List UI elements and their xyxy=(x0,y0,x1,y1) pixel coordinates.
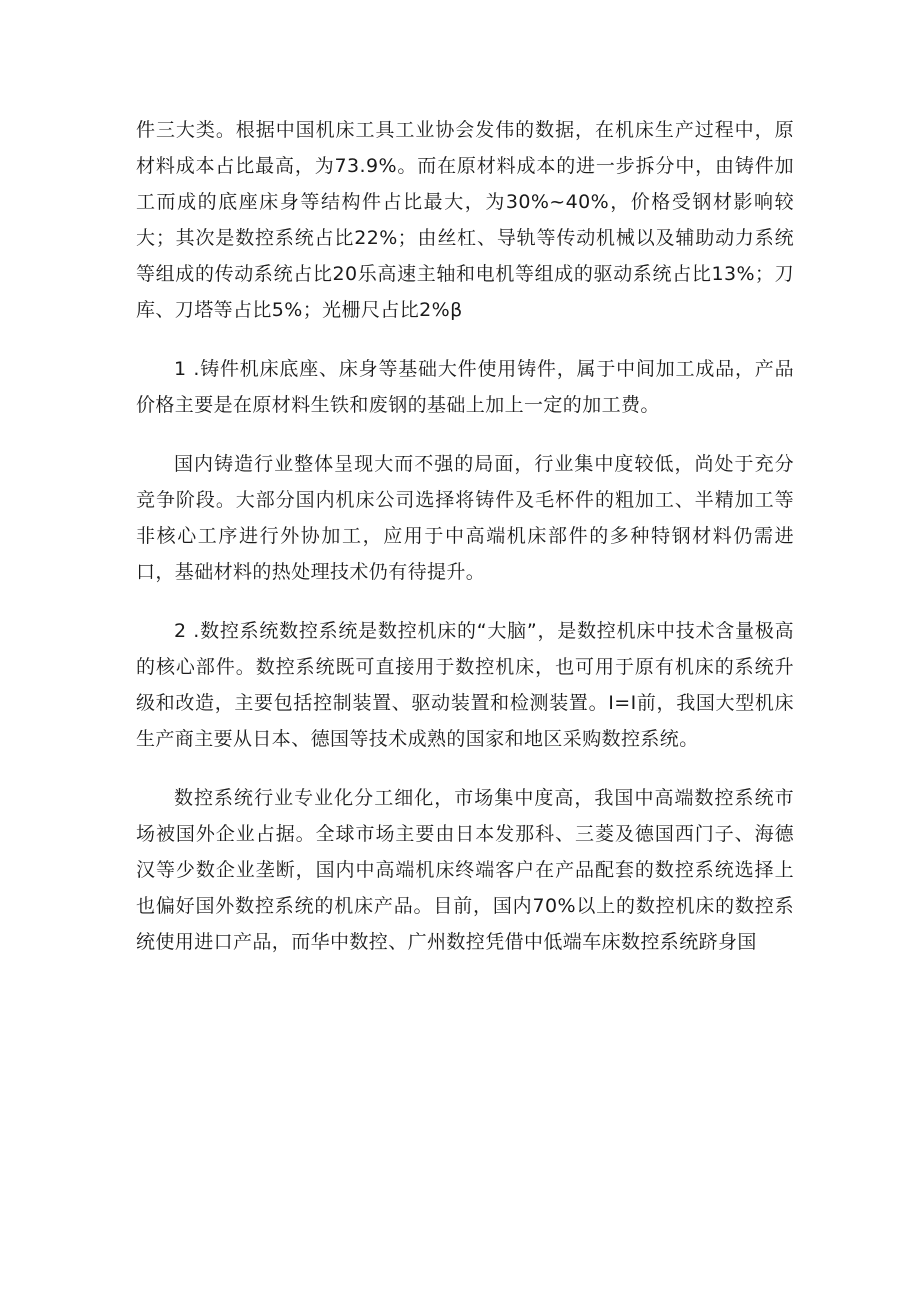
paragraph-cost-breakdown: 件三大类。根据中国机床工具工业协会发伟的数据，在机床生产过程中，原材料成本占比最高，为73.9%。而在原材料成本的进一步拆分中，由铸件加工而成的底座床身等结构件占比最大，为30%~40%，价格受钢材影响较大；其次是数控系统占比22%；由丝杠、导轨等传动机械以及辅助动力系统等组成的传动系统占比20乐高速主轴和电机等组成的驱动系统占比13%；刀库、刀塔等占比5%；光栅尺占比2%β xyxy=(136,119,794,321)
paragraph-cnc-market: 数控系统行业专业化分工细化，市场集中度高，我国中高端数控系统市场被国外企业占据。全球市场主要由日本发那科、三菱及德国西门子、海德汉等少数企业垄断，国内中高端机床终端客户在产品配套的数控系统选择上也偏好国外数控系统的机床产品。目前，国内70%以上的数控机床的数控系统使用进口产品，而华中数控、广州数控凭借中低端车床数控系统跻身国 xyxy=(136,787,794,953)
paragraph-castings: 1 .铸件机床底座、床身等基础大件使用铸件，属于中间加工成品，产品价格主要是在原材料生铁和废钢的基础上加上一定的加工费。 xyxy=(136,358,794,416)
document-body xyxy=(136,112,794,983)
paragraph-foundry-industry: 国内铸造行业整体呈现大而不强的局面，行业集中度较低，尚处于充分竞争阶段。大部分国内机床公司选择将铸件及毛杯件的粗加工、半精加工等非核心工序进行外协加工，应用于中高端机床部件的多种特钢材料仍需进口，基础材料的热处理技术仍有待提升。 xyxy=(136,453,794,583)
paragraph-cnc-system: 2 .数控系统数控系统是数控机床的“大脑”，是数控机床中技术含量极高的核心部件。数控系统既可直接用于数控机床，也可用于原有机床的系统升级和改造，主要包括控制装置、驱动装置和检测装置。I=I前，我国大型机床生产商主要从日本、德国等技术成熟的国家和地区采购数控系统。 xyxy=(136,620,794,750)
